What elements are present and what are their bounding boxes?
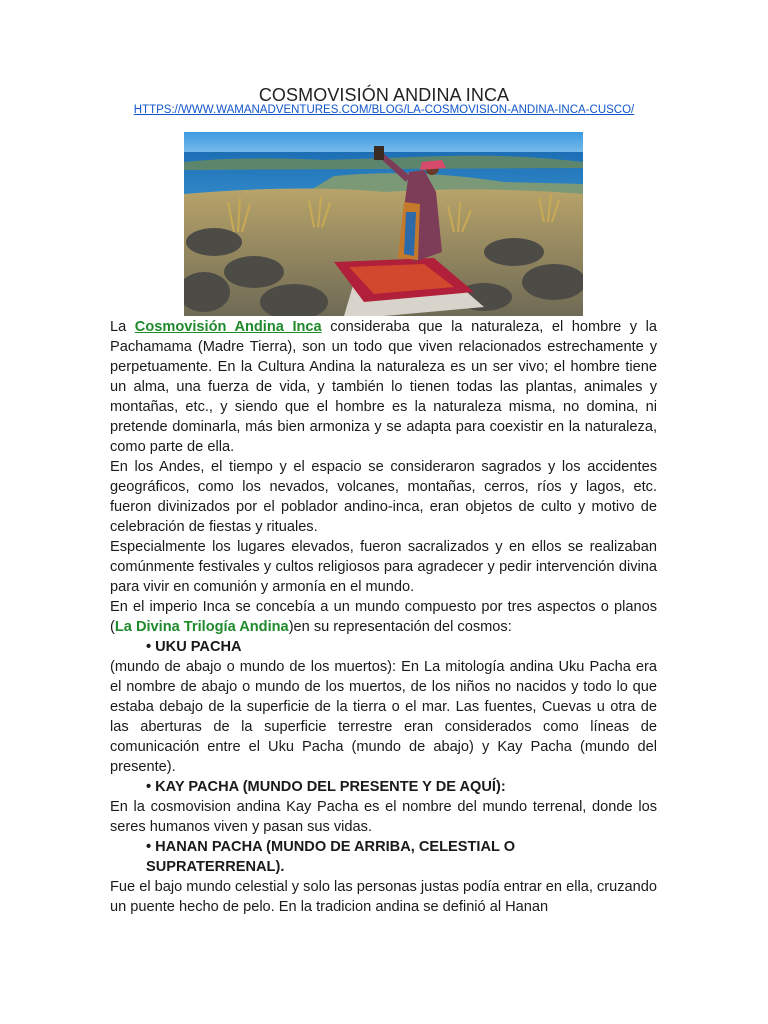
section-text-hanan-pacha: Fue el bajo mundo celestial y solo las personas justas podía entrar en ella, cruzando un puente hecho de pelo. En la tradicion andina se definió al Hanan bbox=[110, 879, 657, 915]
bullet-icon: • bbox=[146, 779, 152, 795]
source-url-link[interactable]: HTTPS://WWW.WAMANADVENTURES.COM/BLOG/LA-COSMOVISION-ANDINA-INCA-CUSCO/ bbox=[133, 104, 635, 116]
section-heading-uku-pacha: • UKU PACHA bbox=[146, 639, 242, 655]
paragraph-cosmovision: La Cosmovisión Andina Inca consideraba que la naturaleza, el hombre y la Pachamama (Madre Tierra), son un todo que viven relacionados estrechamente y perpetuamente. En la Cultura Andina la naturaleza es un ser vivo; el hombre tiene un alma, una fuerza de vida, y también lo tienen todas las plantas, animales y montañas, etc., y siendo que el hombre es la naturaleza misma, no domina, ni pretende dominarla, más bien armoniza y se adapta para coexistir en la naturaleza, como parte de ella. bbox=[110, 319, 658, 455]
trilogia-andina-link[interactable]: La Divina Trilogía Andina bbox=[114, 619, 289, 635]
section-heading-hanan-pacha: • HANAN PACHA (MUNDO DE ARRIBA, CELESTIAL O SUPRATERRENAL). bbox=[146, 839, 516, 875]
andean-ritual-photo bbox=[184, 132, 583, 316]
section-heading-kay-pacha: • KAY PACHA (MUNDO DEL PRESENTE Y DE AQUÍ): bbox=[146, 779, 506, 795]
paragraph-andes: En los Andes, el tiempo y el espacio se consideraron sagrados y los accidentes geográficos, como los nevados, volcanes, montañas, cerros, ríos y lagos, etc. fueron divinizados por el poblador andino-inca, eran objetos de culto y motivo de celebración de fiestas y rituales. bbox=[110, 459, 657, 535]
section-text-uku-pacha: (mundo de abajo o mundo de los muertos): En La mitología andina Uku Pacha era el nombre de abajo o mundo de los muertos, de los niños no nacidos y todo lo que estaba debajo de la superficie de la tierra o el mar. Las fuentes, Cuevas u otra de las aberturas de la superficie terrestre eran considerados como líneas de comunicación entre el Uku Pacha (mundo de abajo) y Kay Pacha (mundo del presente). bbox=[110, 659, 657, 775]
bullet-icon: • bbox=[146, 639, 152, 655]
article-body bbox=[110, 317, 657, 917]
bullet-icon: • bbox=[146, 839, 152, 855]
page-title: COSMOVISIÓN ANDINA INCA bbox=[258, 85, 510, 105]
paragraph-lugares-elevados: Especialmente los lugares elevados, fueron sacralizados y en ellos se realizaban comúnmente festivales y cultos religiosos para agradecer y pedir intervención divina para vivir en comunión y armonía en el mundo. bbox=[110, 539, 657, 595]
section-text-kay-pacha: En la cosmovision andina Kay Pacha es el nombre del mundo terrenal, donde los seres humanos viven y pasan sus vidas. bbox=[110, 799, 657, 835]
paragraph-imperio-inca: En el imperio Inca se concebía a un mundo compuesto por tres aspectos o planos (La Divina Trilogía Andina)en su representación del cosmos: bbox=[110, 599, 657, 635]
cosmovision-link[interactable]: Cosmovisión Andina Inca bbox=[134, 319, 322, 335]
